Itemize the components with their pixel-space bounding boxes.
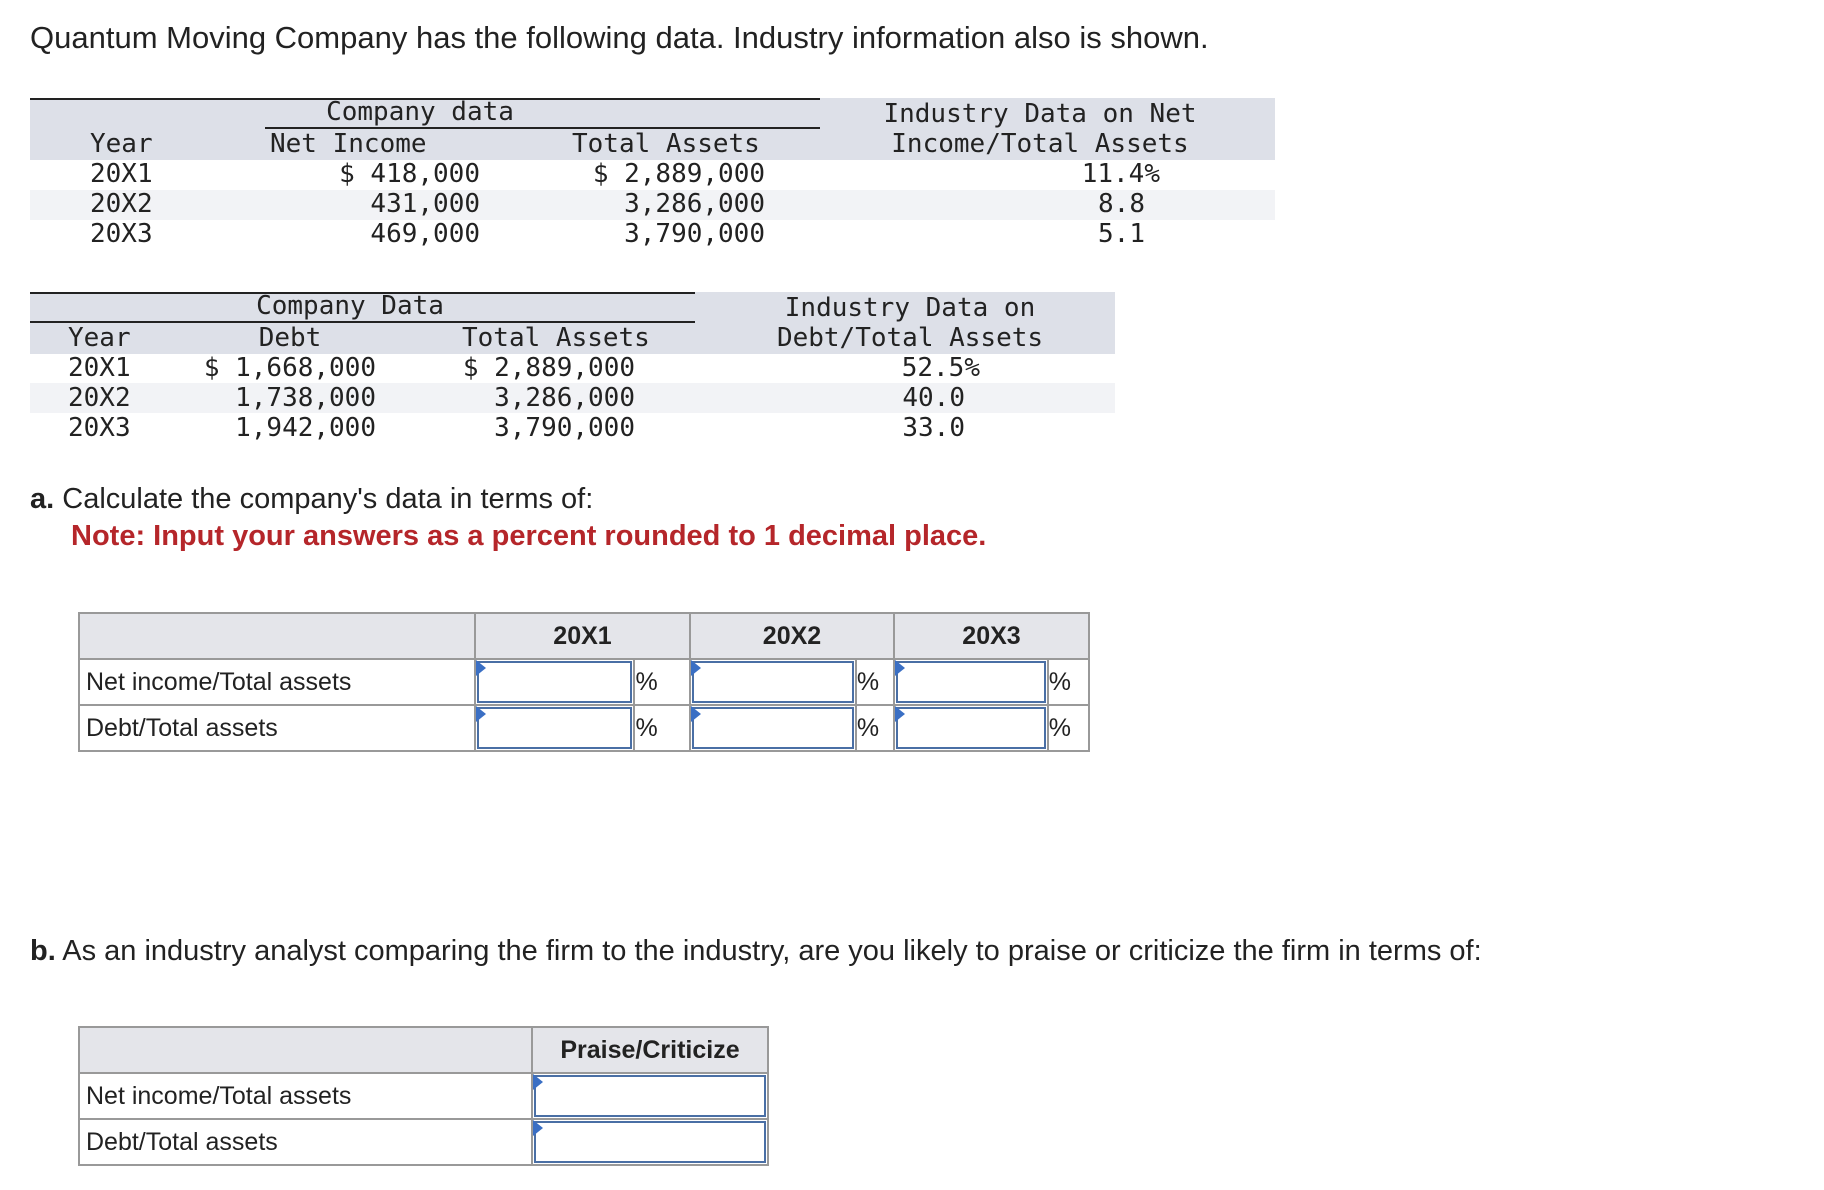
- answer-flag-icon: [895, 706, 905, 722]
- answer-flag-icon: [895, 660, 905, 676]
- answer-flag-icon: [533, 1120, 543, 1136]
- percent-unit: %: [634, 705, 690, 751]
- cell-total-assets: 3,790,000: [494, 413, 635, 443]
- cell-industry: 5.1: [1098, 219, 1145, 249]
- answer-flag-icon: [476, 706, 486, 722]
- col-header-20x2: 20X2: [690, 613, 894, 659]
- col-total-assets-header: Total Assets: [572, 129, 760, 159]
- debt-ratio-20x2-input[interactable]: [690, 705, 856, 751]
- cell-year: 20X2: [68, 383, 131, 413]
- col-header-20x3: 20X3: [894, 613, 1089, 659]
- part-b-question: [30, 935, 1482, 968]
- percent-unit: %: [856, 705, 894, 751]
- debt-ratio-20x1-input[interactable]: [475, 705, 634, 751]
- row-label-net-income-total-assets: Net income/Total assets: [79, 659, 475, 705]
- cell-total-assets: $ 2,889,000: [592, 159, 765, 189]
- industry-header-line2: Income/Total Assets: [891, 129, 1189, 159]
- percent-unit: %: [856, 659, 894, 705]
- cell-industry: 52.5%: [901, 353, 980, 383]
- industry-header-line1: Industry Data on: [784, 293, 1036, 323]
- debt-praise-criticize-select[interactable]: [532, 1119, 768, 1165]
- part-b-answer-table: [78, 1026, 769, 1166]
- net-income-ratio-20x3-input[interactable]: [894, 659, 1048, 705]
- col-year-header: Year: [68, 323, 131, 353]
- industry-header-line2: Debt/Total Assets: [776, 323, 1044, 353]
- cell-industry: 8.8: [1098, 189, 1145, 219]
- col-header-praise-criticize: Praise/Criticize: [532, 1027, 768, 1073]
- cell-year: 20X1: [68, 353, 131, 383]
- rounding-note: Note: Input your answers as a percent rounded to 1 decimal place.: [71, 520, 987, 552]
- cell-industry: 33.0: [902, 413, 965, 443]
- debt-ratio-20x3-input[interactable]: [894, 705, 1048, 751]
- col-debt-header: Debt: [258, 323, 322, 353]
- percent-unit: %: [1048, 659, 1089, 705]
- cell-net-income: 469,000: [370, 219, 480, 249]
- cell-industry: 40.0: [902, 383, 965, 413]
- cell-debt: 1,942,000: [235, 413, 376, 443]
- row-label-net-income-total-assets: Net income/Total assets: [79, 1073, 532, 1119]
- answer-flag-icon: [691, 660, 701, 676]
- answer-flag-icon: [691, 706, 701, 722]
- cell-year: 20X3: [90, 219, 153, 249]
- part-b-label: b.: [30, 935, 56, 967]
- cell-industry: 11.4%: [1081, 159, 1160, 189]
- col-net-income-header: Net Income: [270, 129, 427, 159]
- row-label-debt-total-assets: Debt/Total assets: [79, 705, 475, 751]
- col-header-20x1: 20X1: [475, 613, 690, 659]
- group-header: Company Data: [256, 291, 444, 321]
- cell-debt: $ 1,668,000: [203, 353, 376, 383]
- cell-year: 20X3: [68, 413, 131, 443]
- net-income-ratio-20x2-input[interactable]: [690, 659, 856, 705]
- part-b-text: As an industry analyst comparing the firm to the industry, are you likely to praise or criticize the firm in terms of:: [62, 935, 1482, 967]
- cell-total-assets: 3,286,000: [624, 189, 765, 219]
- percent-unit: %: [1048, 705, 1089, 751]
- answer-flag-icon: [533, 1074, 543, 1090]
- group-header: Company data: [326, 97, 514, 127]
- part-a-text: Calculate the company's data in terms of:: [62, 483, 594, 515]
- cell-net-income: 431,000: [370, 189, 480, 219]
- intro-text: Quantum Moving Company has the following data. Industry information also is shown.: [30, 20, 1209, 55]
- part-a-label: a.: [30, 483, 55, 515]
- cell-total-assets: 3,790,000: [624, 219, 765, 249]
- col-year-header: Year: [90, 129, 153, 159]
- percent-unit: %: [634, 659, 690, 705]
- part-a-answer-table: [78, 612, 1090, 752]
- corner-cell: [79, 1027, 532, 1073]
- part-a-question: [30, 483, 593, 516]
- cell-total-assets: $ 2,889,000: [462, 353, 635, 383]
- cell-year: 20X2: [90, 189, 153, 219]
- col-total-assets-header: Total Assets: [462, 323, 650, 353]
- answer-flag-icon: [476, 660, 486, 676]
- net-income-praise-criticize-select[interactable]: [532, 1073, 768, 1119]
- cell-net-income: $ 418,000: [339, 159, 480, 189]
- corner-cell: [79, 613, 475, 659]
- cell-debt: 1,738,000: [235, 383, 376, 413]
- cell-year: 20X1: [90, 159, 153, 189]
- row-label-debt-total-assets: Debt/Total assets: [79, 1119, 532, 1165]
- industry-header-line1: Industry Data on Net: [883, 99, 1197, 129]
- cell-total-assets: 3,286,000: [494, 383, 635, 413]
- net-income-ratio-20x1-input[interactable]: [475, 659, 634, 705]
